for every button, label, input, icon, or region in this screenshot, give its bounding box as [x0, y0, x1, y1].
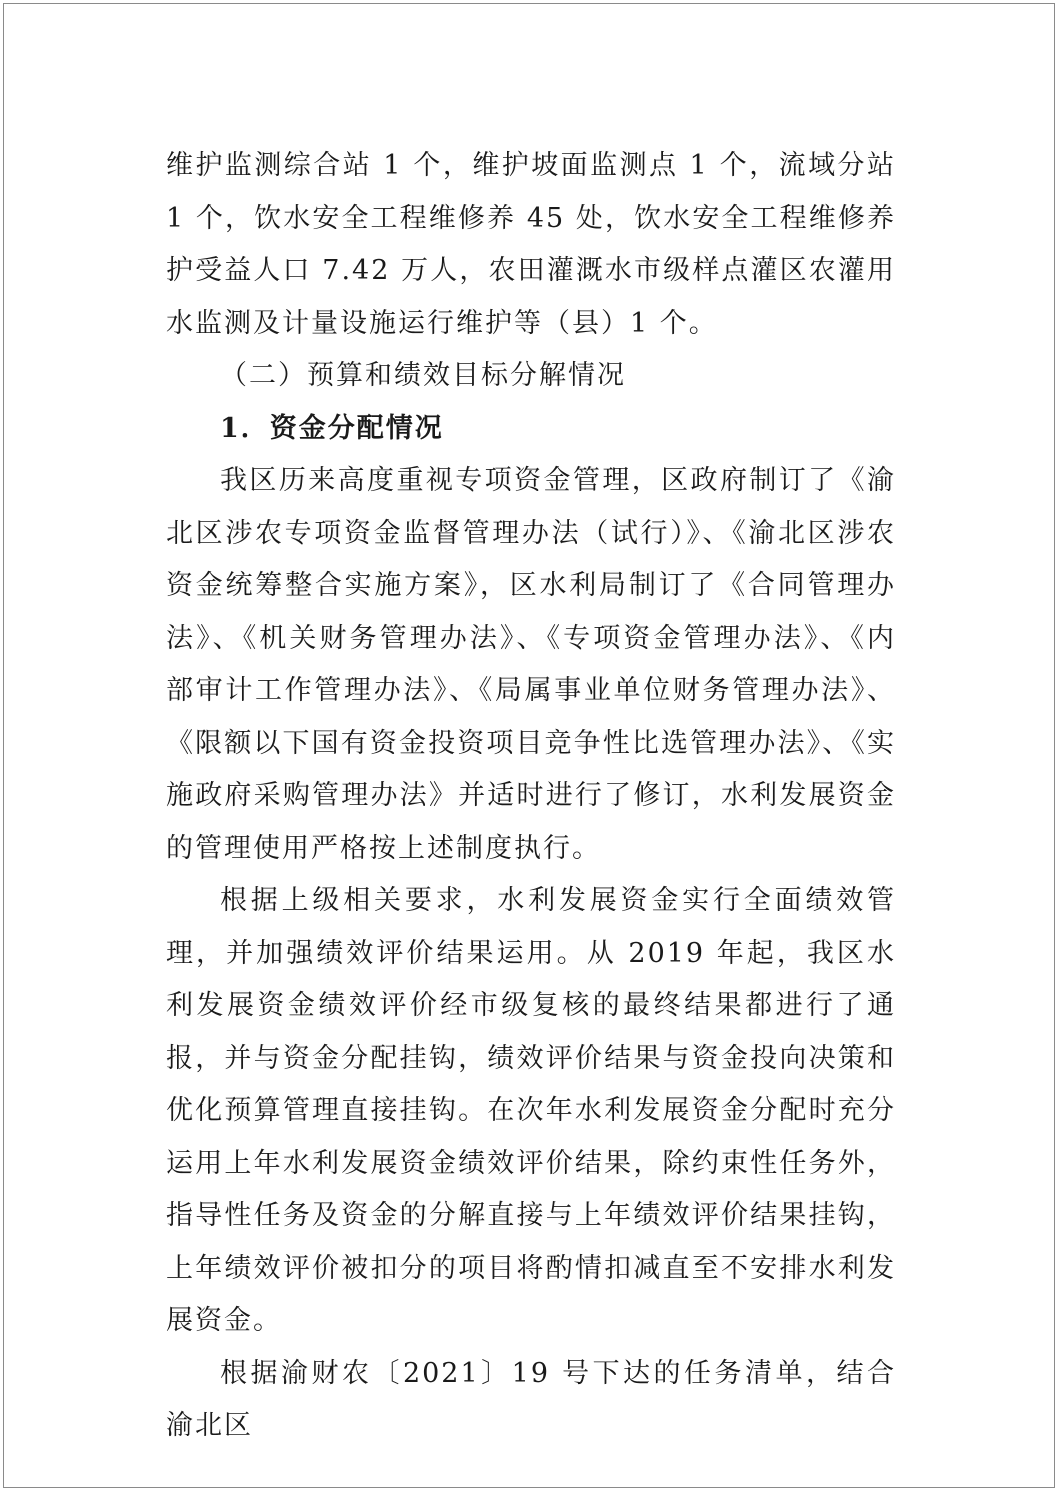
paragraph-continued: 维护监测综合站 1 个，维护坡面监测点 1 个，流域分站 1 个，饮水安全工程维修养 45 处，饮水安全工程维修养护受益人口 7.42 万人，农田灌溉水市级样点灌区农灌用水监测及计量设施运行维护等（县）1 个。: [166, 150, 896, 339]
paragraph-performance: 根据上级相关要求，水利发展资金实行全面绩效管理，并加强绩效评价结果运用。从 2019 年起，我区水利发展资金绩效评价经市级复核的最终结果都进行了通报，并与资金分配挂钩，绩效评价结果与资金投向决策和优化预算管理直接挂钩。在次年水利发展资金分配时充分运用上年水利发展资金绩效评价结果，除约束性任务外，指导性任务及资金的分解直接与上年绩效评价结果挂钩，上年绩效评价被扣分的项目将酌情扣减直至不安排水利发展资金。: [166, 885, 896, 1336]
document-body: [166, 140, 896, 1453]
section-heading: （二）预算和绩效目标分解情况: [220, 360, 626, 391]
paragraph-fund-management: 我区历来高度重视专项资金管理，区政府制订了《渝北区涉农专项资金监督管理办法（试行）》、《渝北区涉农资金统筹整合实施方案》，区水利局制订了《合同管理办法》、《机关财务管理办法》、《专项资金管理办法》、《内部审计工作管理办法》、《局属事业单位财务管理办法》、《限额以下国有资金投资项目竞争性比选管理办法》、《实施政府采购管理办法》并适时进行了修订，水利发展资金的管理使用严格按上述制度执行。: [166, 465, 896, 864]
subsection-heading: 1．资金分配情况: [220, 412, 444, 444]
paragraph-task-list: 根据渝财农〔2021〕19 号下达的任务清单，结合渝北区: [166, 1357, 896, 1441]
